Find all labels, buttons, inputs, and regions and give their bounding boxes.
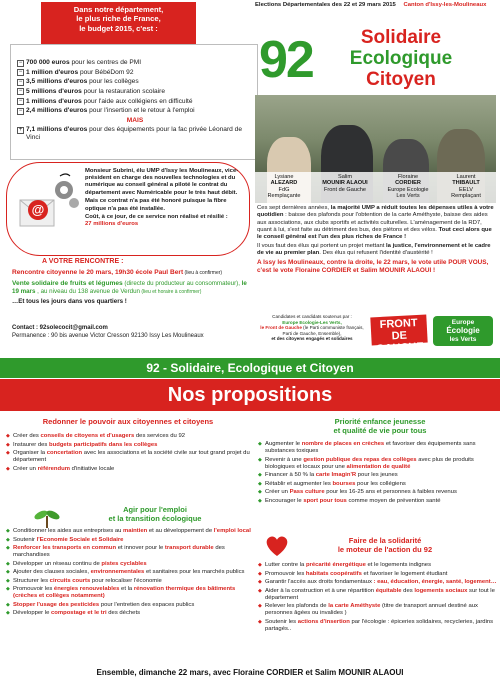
agenda-title: A VOTRE RENCONTRE : <box>42 258 124 265</box>
minus-box-icon: − <box>18 69 23 76</box>
bullet-icon: ◆ <box>6 536 10 543</box>
sec3-item: ◆ Revenir à une gestion publique des repas des collèges avec plus de produits biologiques et locaux pour une alimentation de qualité <box>258 456 474 470</box>
sec1-list <box>6 433 252 474</box>
campaign-text <box>257 205 496 277</box>
sec1-item: ◆ Créer un référendum d'initiative locale <box>6 465 115 472</box>
title-ecologique: Ecologique <box>349 48 453 69</box>
bullet-icon: ◆ <box>6 545 10 551</box>
sec4-list <box>258 562 498 635</box>
at-sign-icon <box>28 200 48 220</box>
candidate-1: Lysiane ALEZARD FdG Remplaçante <box>267 174 301 199</box>
sec1-item: ◆ Instaurer des budgets participatifs dans les collèges <box>6 441 158 448</box>
election-canton: Canton d'Issy-les-Moulineaux <box>403 2 487 8</box>
campaign-para-1: Ces sept dernières années, la majorité UMP a réduit toutes les dépenses utiles à votre quotidien : baisse des plafonds pour l'obtention de la carte Améthyste, baisse des aides aux associations, aux clubs sportifs et activités culturelles. L'aménagement de la RD7, quant à lui, s'est faite au détriment des bus, des piétons et des vélos. Tout ceci alors que le conseil général est l'un des plus riches de France ! <box>257 205 494 241</box>
agenda-item-sale: Vente solidaire de fruits et légumes (directe du producteur au consommateur), le 19 mars , au niveau du 138 avenue de Verdun (lieu et horaire à confirmer) <box>12 279 247 295</box>
minus-box-icon: − <box>18 88 23 95</box>
gear-icon <box>55 181 79 208</box>
budget-header-line1: Dans notre département, <box>73 5 164 14</box>
bullet-icon: ◆ <box>258 489 262 496</box>
campaign-vote-call: A Issy les Moulineaux, contre la droite, le 22 mars, le vote utile POUR VOUS, c'est le vote Floraine CORDIER et Salim MOUNIR ALAOUI ! <box>257 259 489 275</box>
budget-list <box>17 59 253 142</box>
bullet-icon: ◆ <box>6 601 10 608</box>
svg-text:@: @ <box>31 202 45 217</box>
sec2-title: Agir pour l'emploi et la transition écologique <box>108 505 202 523</box>
budget-item: − 3,5 millions d'euros pour les collèges <box>18 78 139 86</box>
sec3-title: Priorité enfance jeunesse et qualité de vie pour tous <box>333 417 427 435</box>
bullet-icon: ◆ <box>6 465 10 472</box>
contact-email[interactable]: Contact : 92solecocit@gmail.com <box>12 325 108 331</box>
mais-label: MAIS <box>126 116 144 124</box>
bullet-icon: ◆ <box>6 441 10 448</box>
bullet-icon: ◆ <box>258 480 262 487</box>
bullet-icon: ◆ <box>6 577 10 584</box>
minus-box-icon: − <box>18 59 23 66</box>
propositions-title: Nos propositions <box>0 379 500 411</box>
sec2-item: ◆ Stopper l'usage des pesticides pour l'entretien des espaces publics <box>6 601 195 608</box>
bullet-icon: ◆ <box>6 586 10 593</box>
candidate-2: Salim MOUNIR ALAOUI Front de Gauche <box>322 174 368 193</box>
sec2-item: ◆ Promouvoir les énergies renouvelables et la rénovation thermique des bâtiments (crèches et collèges notamment) <box>6 586 236 600</box>
email-gears-illustration <box>16 170 84 240</box>
budget-item: − 2,4 millions d'euros pour l'insertion et le retour à l'emploi <box>18 107 195 115</box>
bullet-icon: ◆ <box>258 570 262 577</box>
sec3-item: ◆ Encourager le sport pour tous comme moyen de prévention santé <box>258 497 441 504</box>
budget-header-box <box>41 2 196 45</box>
subrini-amount: 27 millions d'euros <box>85 221 139 228</box>
budget-item: − 1 millions d'euros pour l'aide aux collégiens en difficulté <box>18 97 193 105</box>
budget-item: − 700 000 euros pour les centres de PMI <box>18 59 142 66</box>
candidates-caption <box>255 172 496 203</box>
front-de-gauche-logo: FRONT DE GAUCHE <box>370 315 427 346</box>
sec2-item: ◆ Développer le compostage et le tri des déchets <box>6 610 141 617</box>
support-section <box>257 314 496 354</box>
minus-box-icon: − <box>18 107 23 114</box>
bullet-icon: ◆ <box>258 497 262 504</box>
sec2-item: ◆ Structurer les circuits courts pour relocaliser l'économie <box>6 577 162 584</box>
sec1-item: ◆ Organiser la concertation avec les associations et la société civile sur tout grand projet du département <box>6 450 250 464</box>
title-number: 92 <box>259 31 313 89</box>
sec4-item: ◆ Soutenir les actions d'insertion par l'écologie : épiceries solidaires, recycleries, jardins partagés.. <box>258 618 494 633</box>
budget-header-line2: le plus riche de France, <box>76 14 161 24</box>
candidate-4: Laurent THIBAULT EELV Remplaçant <box>451 174 481 199</box>
sec4-item: ◆ Aider à la construction et à une répartition équitable des logements sociaux sur tout le département <box>258 587 495 601</box>
bullet-icon: ◆ <box>6 450 10 456</box>
bullet-icon: ◆ <box>6 528 10 534</box>
sec2-item: ◆ Conditionner les aides aux entreprises au maintien et au développement de l'emploi local <box>6 528 251 534</box>
campaign-para-2: Il vous faut des élus qui portent un projet mettant la justice, l'environnement et le cadre de vie au premier plan. Des élus qui refusent l'identité d'austérité ! <box>257 243 491 257</box>
title-citoyen: Citoyen <box>366 69 436 90</box>
contact-section <box>12 325 252 341</box>
sec2-item: ◆ Développer un réseau continu de pistes cyclables <box>6 560 147 567</box>
sec4-item: ◆ Relever les plafonds de la carte Améthyste (titre de transport annuel destiné aux personnes âgées ou invalides ) <box>258 603 478 617</box>
election-date: Elections Départementales des 22 et 29 mars 2015 <box>255 2 396 8</box>
sec4-item: ◆ Garantir l'accès aux droits fondamentaux : eau, éducation, énergie, santé, logement… <box>258 579 497 585</box>
sec4-item: ◆ Lutter contre la précarité énergétique et le logements indignes <box>258 562 432 568</box>
election-header <box>255 2 495 9</box>
subrini-para-2: Mais ce contrat n'a pas été honoré puisque la fibre optique n'a pas été installée. <box>85 198 227 212</box>
budget-list-box <box>10 44 258 160</box>
minus-box-icon: − <box>18 78 23 85</box>
budget-header-line3: le budget 2015, c'est : <box>79 23 158 33</box>
budget-item: − 1 million d'euros pour BébéDom 92 <box>18 68 134 76</box>
eelv-logo: Europe Écologie les Verts <box>433 316 493 346</box>
bullet-icon: ◆ <box>258 441 262 447</box>
bullet-icon: ◆ <box>258 472 262 479</box>
section-band-green: 92 - Solidaire, Ecologique et Citoyen <box>0 358 500 378</box>
candidates-photo <box>255 95 496 203</box>
bullet-icon: ◆ <box>258 618 262 625</box>
budget-item-fac: + 7,1 millions d'euros pour des équipements pour la fac privée Léonard de Vinci <box>18 126 242 142</box>
sec4-item: ◆ Promouvoir les habitats coopératifs et favoriser le logement étudiant <box>258 570 448 577</box>
question-mark-icon <box>60 174 70 176</box>
agenda-item-meeting: Rencontre citoyenne le 20 mars, 19h30 école Paul Bert (lieu à confirmer) <box>12 268 223 276</box>
sec2-item: ◆ Ajouter des clauses sociales, environnementales et sanitaires pour les marchés publics <box>6 569 245 576</box>
bullet-icon: ◆ <box>258 456 262 463</box>
plus-box-icon: + <box>18 126 23 133</box>
sec3-list <box>258 441 498 506</box>
sec2-list <box>6 528 252 619</box>
support-text: Candidates et candidats soutenus par : Europe Ecologie-Les Verts, le Front de Gauche (le Parti communiste français, Parti de Gauche, Ensemble), et des citoyens engagés et solidaires <box>260 314 364 341</box>
sec3-item: ◆ Augmenter le nombre de places en crèches et favoriser des équipements sans substances toxiques <box>258 441 476 455</box>
sec1-item: ◆ Créer des conseils de citoyens et d'usagers des services du 92 <box>6 433 186 439</box>
agenda-section <box>12 258 252 324</box>
sec2-item: ◆ Soutenir l'Economie Sociale et Solidaire <box>6 536 124 543</box>
title-solidaire: Solidaire <box>360 27 442 48</box>
bullet-icon: ◆ <box>258 587 262 594</box>
closing-line: Ensemble, dimanche 22 mars, avec Floraine CORDIER et Salim MOUNIR ALAOUI <box>96 668 404 677</box>
sec4-title: Faire de la solidarité le moteur de l'action du 92 <box>337 536 433 554</box>
sec3-item: ◆ Créer un Pass culture pour les 16-25 ans et personnes à faibles revenus <box>258 489 457 496</box>
heart-hands-icon <box>262 532 292 560</box>
sec3-item: ◆ Financer à 50 % la carte Imagin'R pour les jeunes <box>258 472 398 479</box>
bullet-icon: ◆ <box>258 579 262 585</box>
agenda-item-daily: …Et tous les jours dans vos quartiers ! <box>12 298 127 306</box>
subrini-para-3: Coût, à ce jour, de ce service non réalisé et résilié : <box>85 214 228 221</box>
bullet-icon: ◆ <box>6 433 10 439</box>
minus-box-icon: − <box>18 98 23 104</box>
contact-address: Permanence : 90 bis avenue Victor Cresson 92130 Issy Les Moulineaux <box>12 333 204 340</box>
sec3-item: ◆ Rétablir et augmenter les bourses pour les collégiens <box>258 480 406 487</box>
bullet-icon: ◆ <box>258 603 262 610</box>
subrini-para-1: Monsieur Subrini, élu UMP d'Issy les Moulineaux, vice-président en charge des nouvelles technologies et du numérique au conseil général a piloté le contrat du département avec Numéricable pour le très haut débit. <box>85 168 239 196</box>
bullet-icon: ◆ <box>258 562 262 568</box>
sec2-item: ◆ Renforcer les transports en commun et innover pour le transport durable des marchandises <box>6 545 225 559</box>
candidate-3: Floraine CORDIER Europe Ecologie Les Verts <box>387 174 429 199</box>
budget-item: − 5 millions d'euros pour la restauration scolaire <box>18 87 165 95</box>
bullet-icon: ◆ <box>6 569 10 576</box>
bullet-icon: ◆ <box>6 610 10 617</box>
bullet-icon: ◆ <box>6 560 10 567</box>
sec1-title: Redonner le pouvoir aux citoyennes et citoyens <box>42 417 214 426</box>
seedling-icon <box>32 506 62 528</box>
